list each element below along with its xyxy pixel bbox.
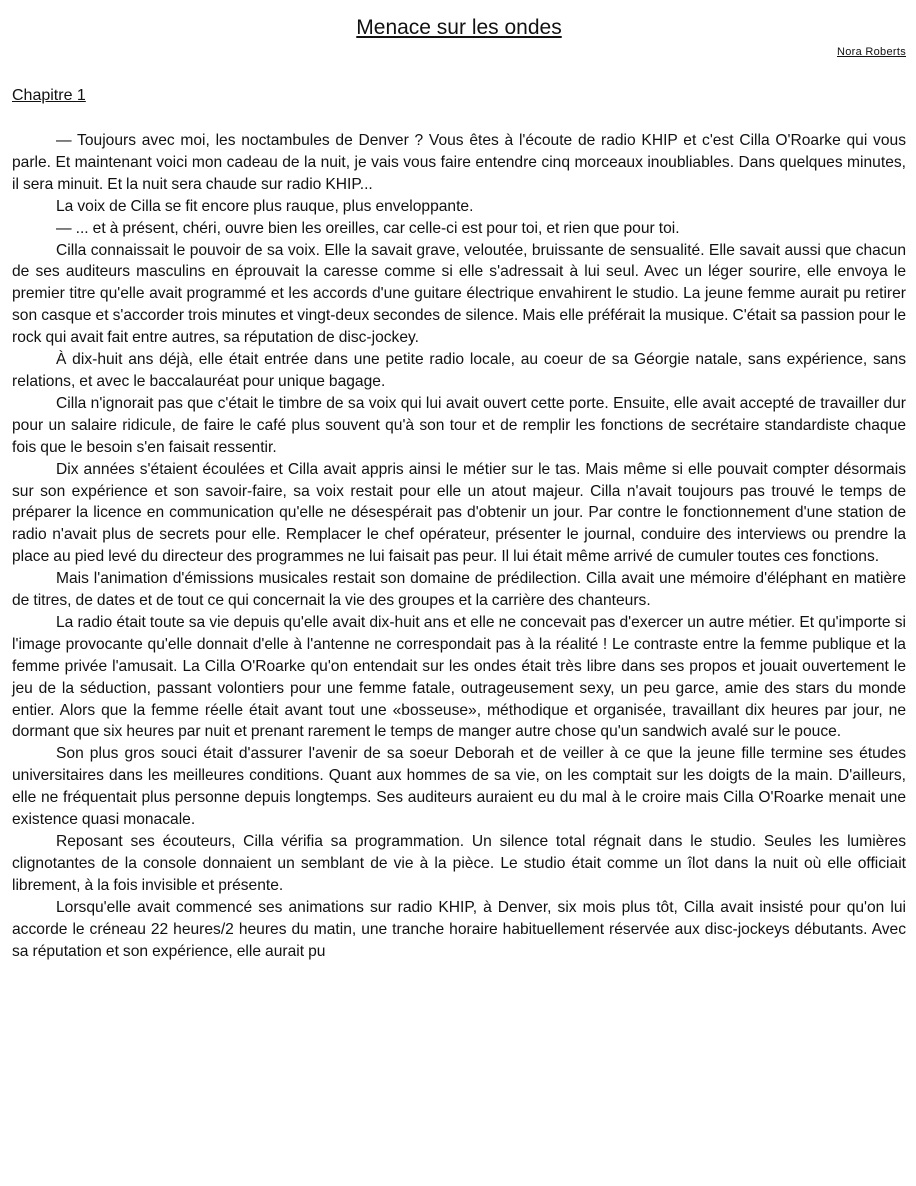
paragraph: La voix de Cilla se fit encore plus rauque, plus enveloppante. <box>56 197 474 215</box>
chapter-heading: Chapitre 1 <box>12 87 86 104</box>
document-page <box>12 0 906 962</box>
paragraph: Son plus gros souci était d'assurer l'avenir de sa soeur Deborah et de veiller à ce que la jeune fille termine ses études universitaires dans les meilleures conditions. Quant aux hommes de sa vie, on les comptait sur les doigts de la main. D'ailleurs, elle ne fréquentait plus personne depuis longtemps. Ses auditeurs auraient eu du mal à le croire mais Cilla O'Roarke menait une existence quasi monacale. <box>12 745 906 829</box>
paragraph: Dix années s'étaient écoulées et Cilla avait appris ainsi le métier sur le tas. Mais même si elle pouvait compter désormais sur son expérience et son savoir-faire, sa voix restait pour elle un atout majeur. Cilla n'avait toujours pas trouvé le temps de préparer la licence en communication qu'elle ne désespérait pas d'obtenir un jour. Par contre le fonctionnement d'une station de radio n'avait plus de secrets pour elle. Remplacer le chef opérateur, présenter le journal, conduire des interviews ou prendre la place au pied levé du directeur des programmes ne lui faisait pas peur. Il lui était même arrivé de cumuler toutes ces fonctions. <box>12 460 906 566</box>
paragraph: À dix-huit ans déjà, elle était entrée dans une petite radio locale, au coeur de sa Géorgie natale, sans expérience, sans relations, et avec le baccalauréat pour unique bagage. <box>12 351 906 390</box>
paragraph: Lorsqu'elle avait commencé ses animations sur radio KHIP, à Denver, six mois plus tôt, Cilla avait insisté pour qu'on lui accorde le créneau 22 heures/2 heures du matin, une tranche horaire habituellement réservée aux disc-jockeys débutants. Avec sa réputation et son expérience, elle aurait pu <box>12 898 906 960</box>
paragraph: Reposant ses écouteurs, Cilla vérifia sa programmation. Un silence total régnait dans le studio. Seules les lumières clignotantes de la console donnaient un semblant de vie à la pièce. Le studio était comme un îlot dans la nuit où elle officiait librement, à la fois invisible et présente. <box>12 833 906 894</box>
paragraph: Cilla n'ignorait pas que c'était le timbre de sa voix qui lui avait ouvert cette porte. Ensuite, elle avait accepté de travailler dur pour un salaire ridicule, de faire le café plus souvent qu'à son tour et de remplir les fonctions de secrétaire standardiste chaque fois que le besoin s'en faisait ressentir. <box>12 394 906 456</box>
paragraph: — Toujours avec moi, les noctambules de Denver ? Vous êtes à l'écoute de radio KHIP et c'est Cilla O'Roarke qui vous parle. Et maintenant voici mon cadeau de la nuit, je vais vous faire entendre cinq morceaux inoubliables. Dans quelques minutes, il sera minuit. Et la nuit sera chaude sur radio KHIP... <box>12 132 906 193</box>
document-title: Menace sur les ondes <box>356 16 562 39</box>
paragraph: — ... et à présent, chéri, ouvre bien les oreilles, car celle-ci est pour toi, et rien que pour toi. <box>56 219 680 237</box>
paragraph: Mais l'animation d'émissions musicales restait son domaine de prédilection. Cilla avait une mémoire d'éléphant en matière de titres, de dates et de tout ce qui concernait la vie des groupes et la carrière des chanteurs. <box>12 570 906 610</box>
paragraph: La radio était toute sa vie depuis qu'elle avait dix-huit ans et elle ne concevait pas d'exercer un autre métier. Et qu'importe si l'image provocante qu'elle donnait d'elle à l'antenne ne correspondait pas à la réalité ! Le contraste entre la femme publique et la femme privée l'amusait. La Cilla O'Roarke qu'on entendait sur les ondes était très libre dans ses propos et jouait ouvertement le jeu de la séduction, passant volontiers pour une femme fatale, outrageusement sexy, un peu garce, amie des stars du monde entier. Alors que la femme réelle était avant tout une «bosseuse», méthodique et organisée, travaillant dix heures par jour, ne dormant que six heures par nuit et prenant rarement le temps de manger autre chose qu'un sandwich avalé sur le pouce. <box>12 613 906 741</box>
chapter-body <box>12 130 906 962</box>
document-author: Nora Roberts <box>836 46 906 58</box>
paragraph: Cilla connaissait le pouvoir de sa voix. Elle la savait grave, veloutée, bruissante de sensualité. Elle savait aussi que chacun de ses auditeurs masculins en éprouvait la caresse comme si elle s'adressait à lui seul. Avec un léger sourire, elle envoya le premier titre qu'elle avait programmé et les accords d'une guitare électrique envahirent le studio. La jeune femme aurait pu retirer son casque et s'accorder trois minutes et vingt-deux secondes de silence. Mais elle préférait la musique. C'était sa passion pour le rock qui avait fait entre autres, sa réputation de disc-jockey. <box>12 241 906 347</box>
